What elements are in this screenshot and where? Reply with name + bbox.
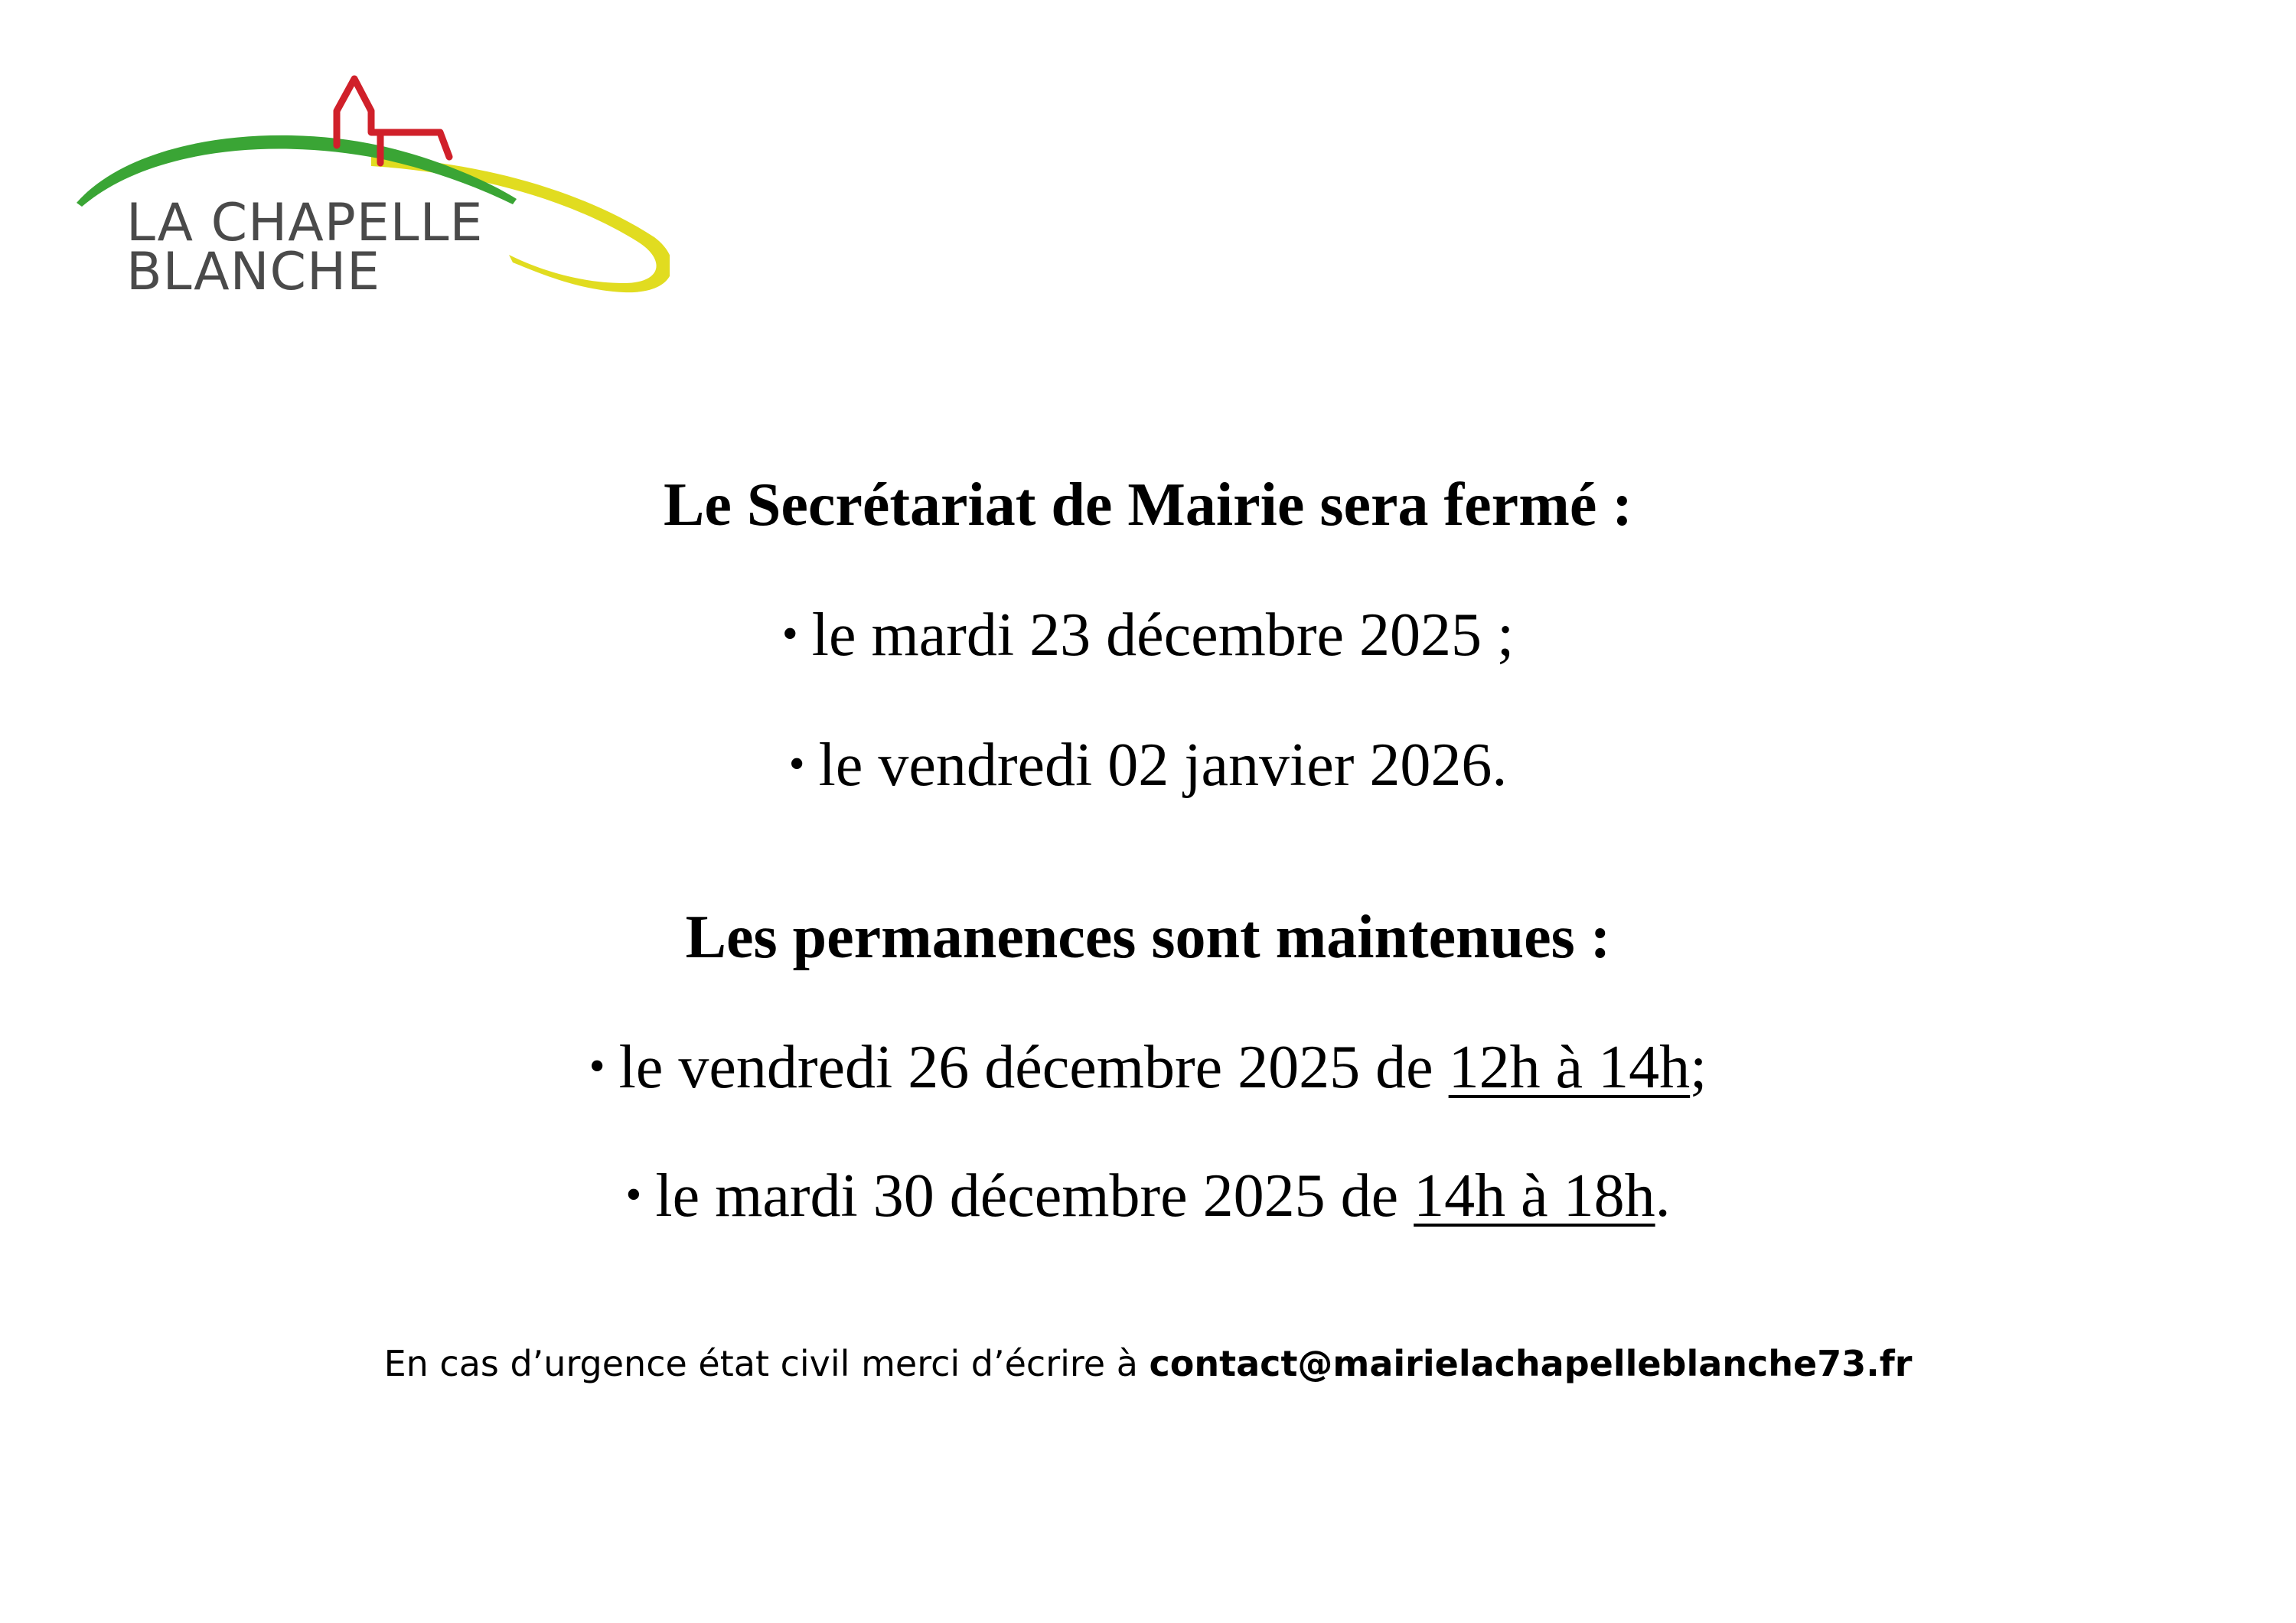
permanence-item <box>0 1033 2296 1103</box>
permanence-item-hours: 14h à 18h <box>1414 1162 1655 1230</box>
closure-heading: Le Secrétariat de Mairie sera fermé : <box>664 471 1632 539</box>
logo-text <box>126 193 484 302</box>
bullet-icon: • <box>781 608 798 659</box>
footer-note <box>0 1343 2296 1384</box>
permanence-item-suffix: . <box>1655 1162 1671 1230</box>
permanences-heading: Les permanences sont maintenues : <box>685 904 1611 971</box>
permanence-item-date: le mardi 30 décembre 2025 de <box>655 1162 1414 1230</box>
bullet-icon: • <box>788 738 805 789</box>
contact-email-link[interactable]: contact@mairielachapelleblanche73.fr <box>1149 1343 1913 1384</box>
permanence-item <box>0 1162 2296 1231</box>
bullet-icon: • <box>589 1041 605 1091</box>
closure-item-text: le vendredi 02 janvier 2026. <box>818 732 1508 799</box>
logo-line-1: LA CHAPELLE <box>126 193 484 253</box>
closure-item <box>0 601 2296 670</box>
permanence-item-hours: 12h à 14h <box>1448 1034 1691 1101</box>
closure-item-text: le mardi 23 décembre 2025 ; <box>811 601 1515 669</box>
footer-text: En cas d’urgence état civil merci d’écrire à <box>383 1343 1150 1384</box>
permanence-item-date: le vendredi 26 décembre 2025 de <box>618 1034 1449 1101</box>
bullet-icon: • <box>625 1169 642 1220</box>
permanence-item-suffix: ; <box>1690 1034 1707 1101</box>
closure-item <box>0 731 2296 800</box>
municipality-logo <box>73 73 670 318</box>
logo-line-2: BLANCHE <box>126 242 381 302</box>
